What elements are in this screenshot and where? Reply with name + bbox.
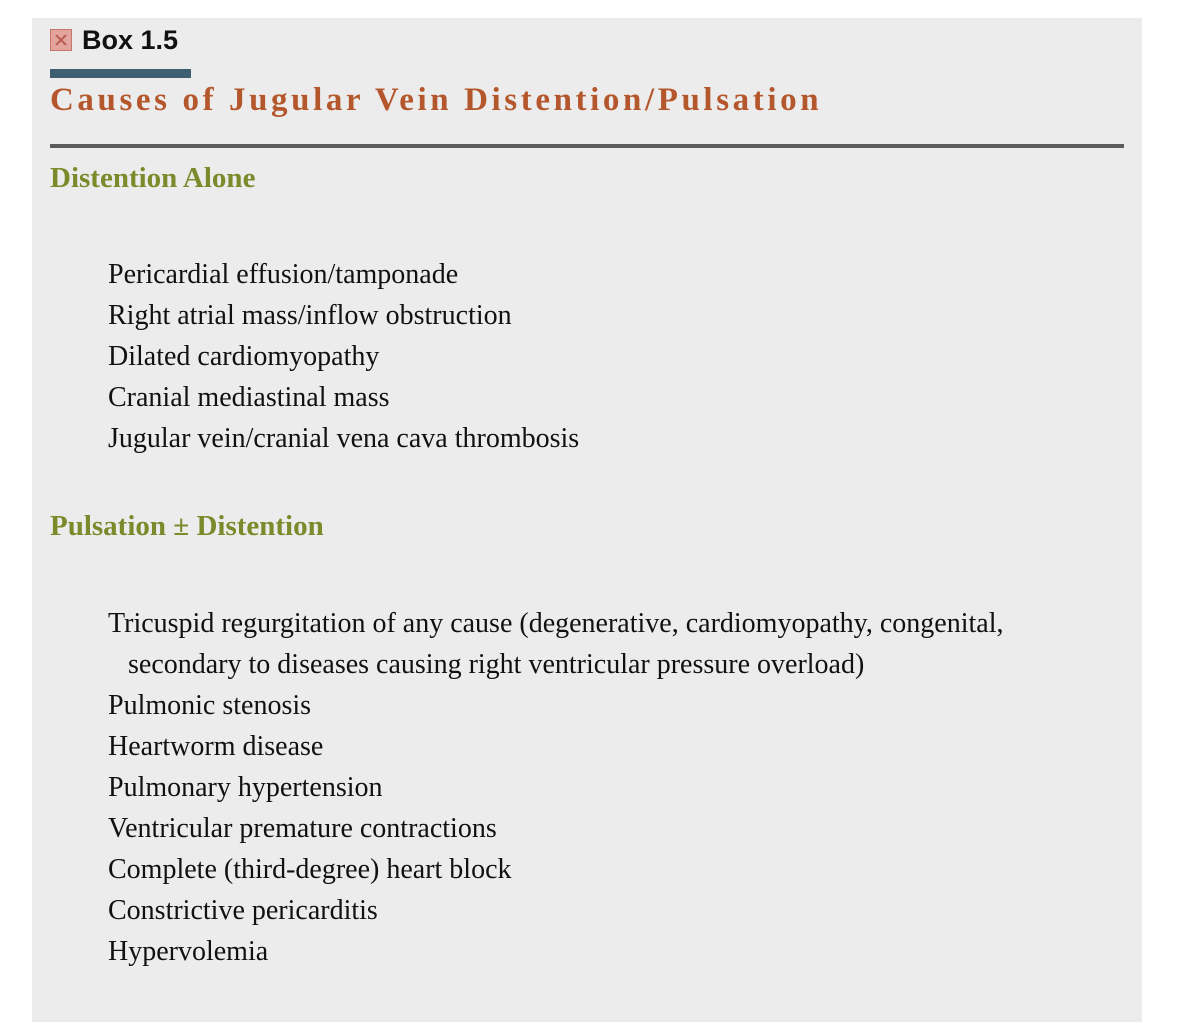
list-item: Ventricular premature contractions <box>108 813 497 844</box>
list-item: Pulmonary hypertension <box>108 772 383 803</box>
distention-causes-list <box>108 254 1118 459</box>
list-item: Right atrial mass/inflow obstruction <box>108 300 512 331</box>
list-item: Pulmonic stenosis <box>108 690 312 721</box>
list-item: Dilated cardiomyopathy <box>108 341 380 372</box>
list-item: Constrictive pericarditis <box>108 895 378 926</box>
broken-image-icon <box>50 29 72 51</box>
list-item: Complete (third-degree) heart block <box>108 854 512 885</box>
pulsation-causes-list <box>108 603 1118 972</box>
section-heading-distention-alone: Distention Alone <box>50 162 256 194</box>
box-header <box>50 24 178 56</box>
list-item: Tricuspid regurgitation of any cause (degenerative, cardiomyopathy, congenital, secondary to diseases causing right ventricular pressure overload) <box>108 608 1004 680</box>
title-divider <box>50 144 1124 148</box>
list-item: Jugular vein/cranial vena cava thrombosis <box>108 423 580 454</box>
section-heading-pulsation-distention: Pulsation ± Distention <box>50 510 324 542</box>
list-item: Cranial mediastinal mass <box>108 382 390 413</box>
box-panel <box>32 18 1142 1022</box>
box-label: Box 1.5 <box>82 24 179 55</box>
list-item: Pericardial effusion/tamponade <box>108 259 459 290</box>
list-item: Hypervolemia <box>108 936 269 967</box>
box-accent-rule <box>50 69 191 78</box>
list-item: Heartworm disease <box>108 731 324 762</box>
box-title: Causes of Jugular Vein Distention/Pulsation <box>50 82 823 118</box>
